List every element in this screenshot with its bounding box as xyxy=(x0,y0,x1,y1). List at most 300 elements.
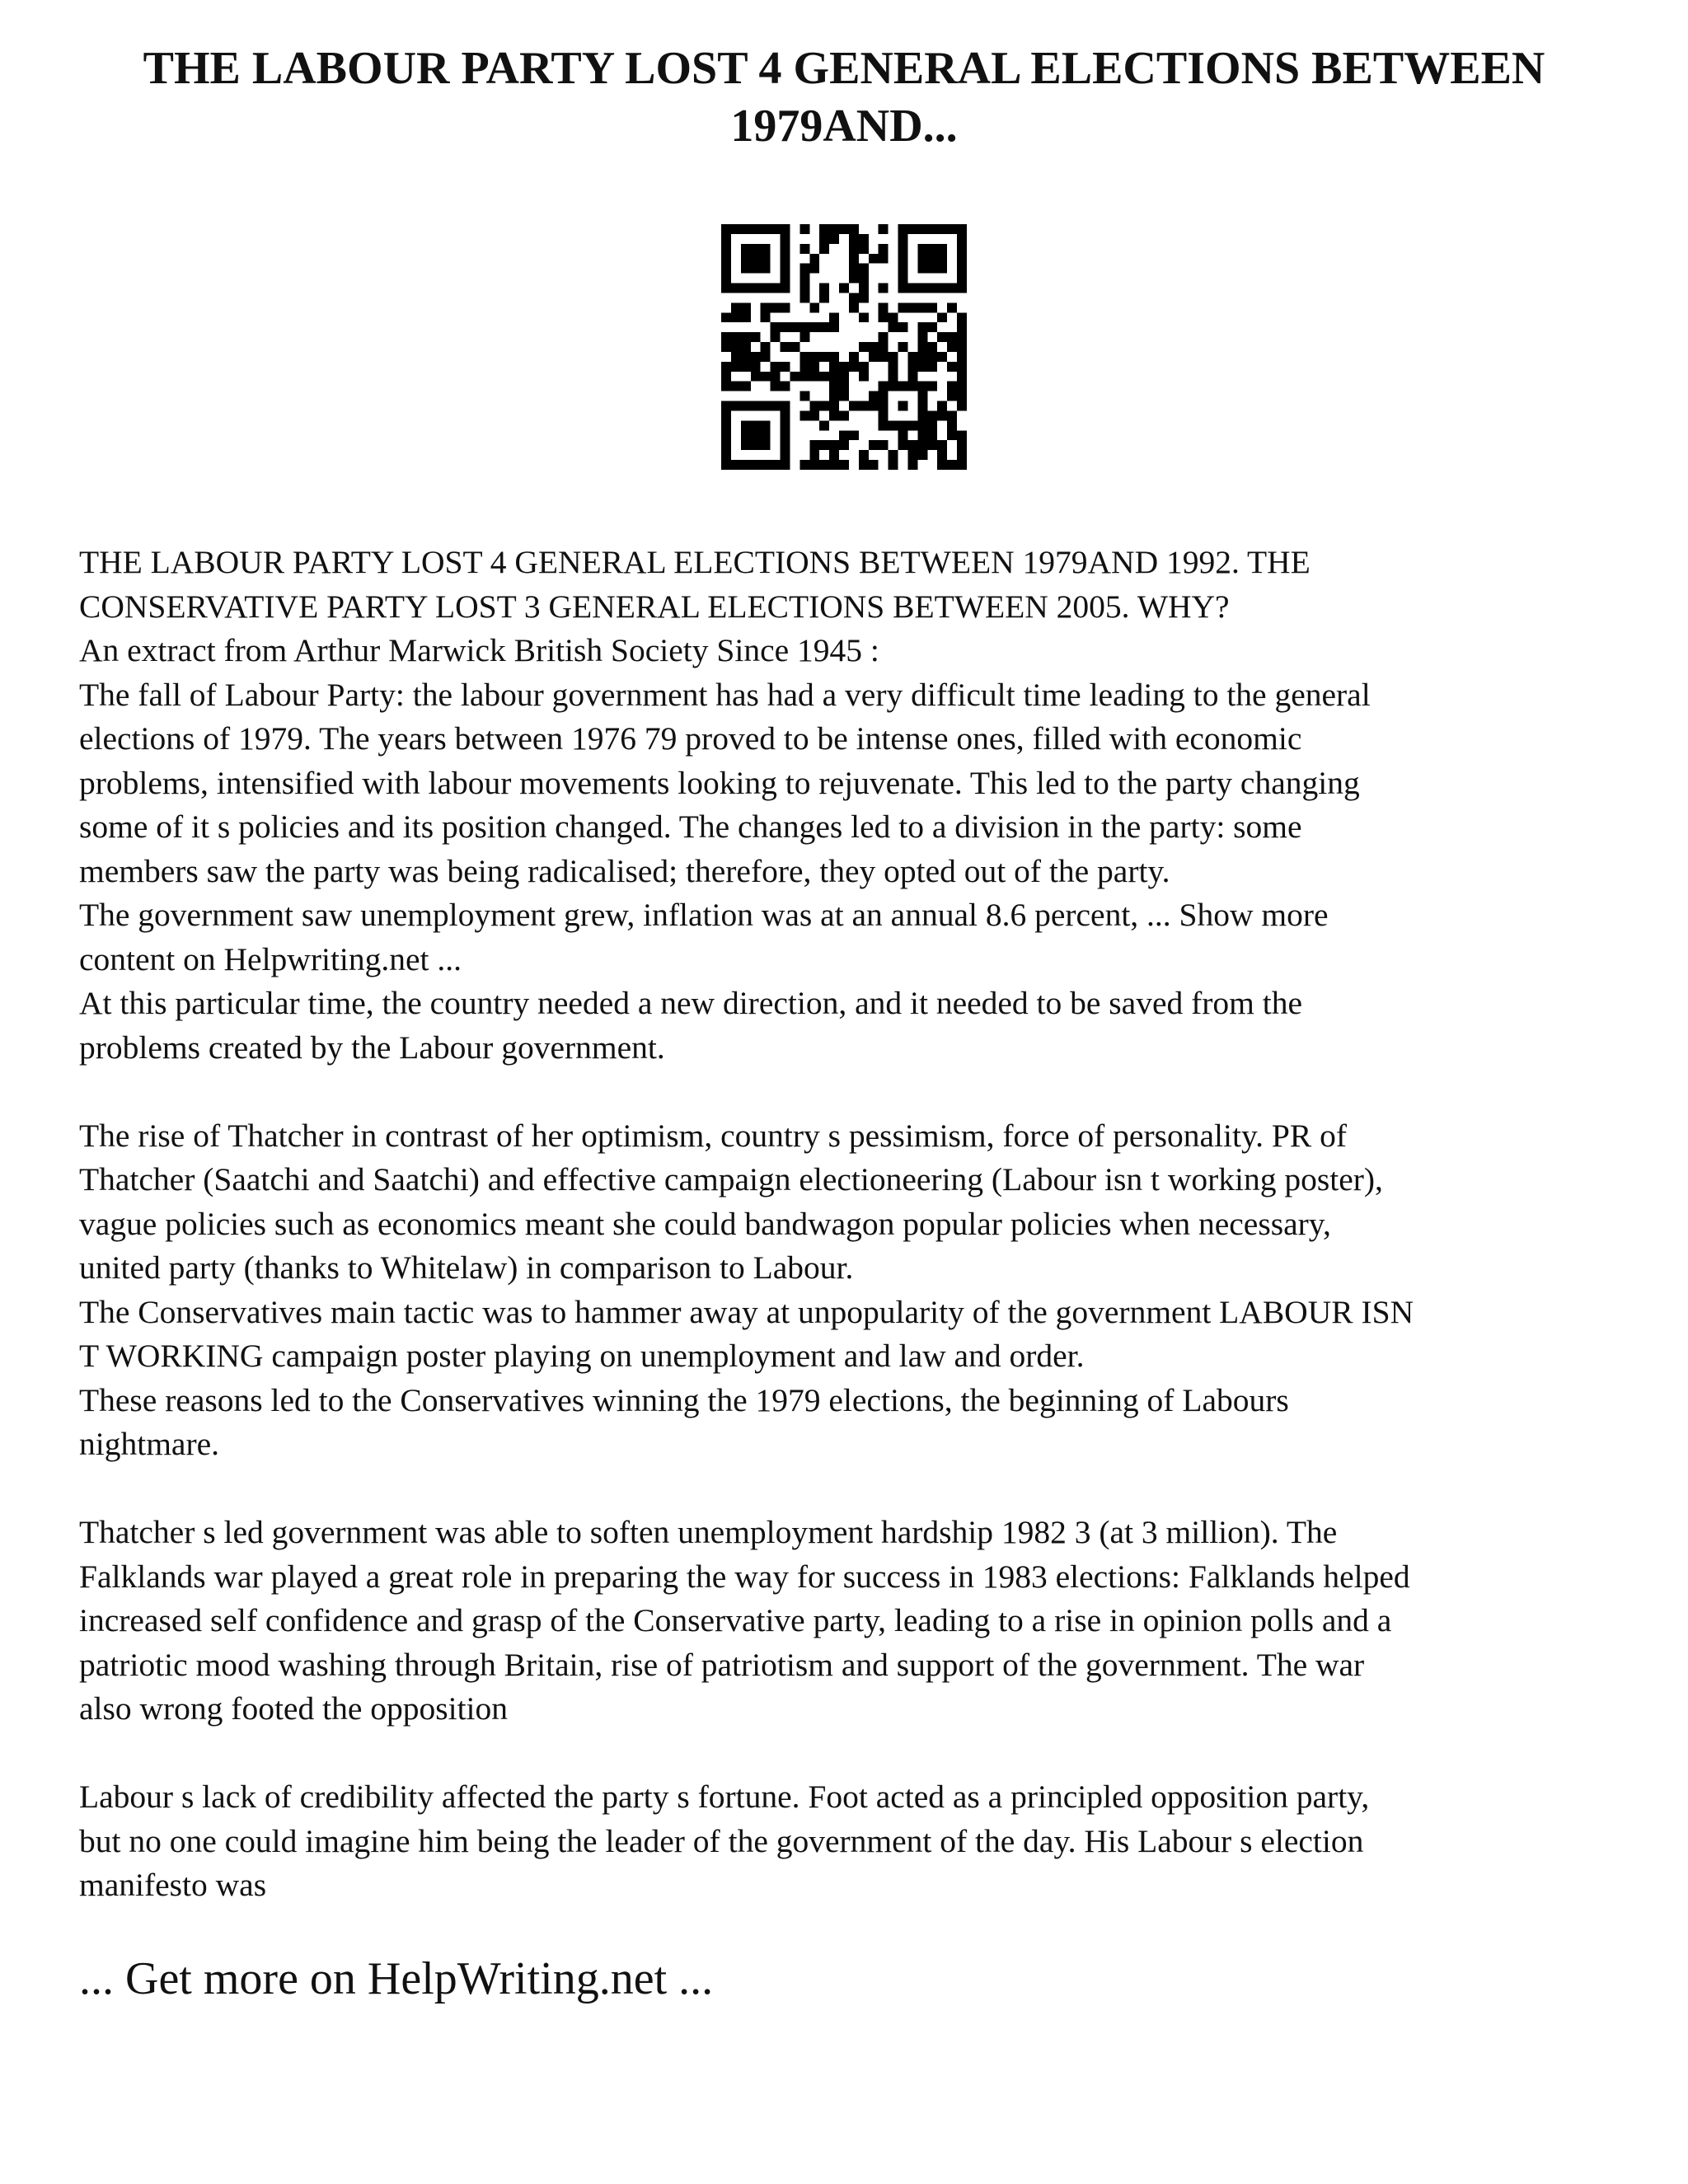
qr-module xyxy=(761,312,771,322)
qr-module xyxy=(781,450,790,460)
qr-module xyxy=(809,322,819,332)
qr-module xyxy=(957,234,967,244)
qr-module xyxy=(829,312,839,322)
qr-module xyxy=(819,284,829,293)
qr-module xyxy=(819,352,829,362)
qr-module xyxy=(889,352,898,362)
qr-module xyxy=(809,352,819,362)
qr-module xyxy=(741,332,751,342)
qr-module xyxy=(781,362,790,372)
qr-module xyxy=(859,264,869,274)
qr-module xyxy=(799,362,809,372)
qr-module xyxy=(761,372,771,382)
qr-module xyxy=(927,302,937,312)
qr-module xyxy=(799,460,809,470)
qr-module xyxy=(829,382,839,391)
qr-module xyxy=(781,460,790,470)
qr-code-icon xyxy=(721,224,967,470)
qr-module xyxy=(751,440,761,450)
qr-module xyxy=(781,254,790,264)
qr-module xyxy=(937,440,947,450)
qr-module xyxy=(859,342,869,352)
qr-module xyxy=(917,401,927,411)
qr-module xyxy=(927,244,937,254)
qr-module xyxy=(898,302,908,312)
qr-module xyxy=(849,352,859,362)
qr-module xyxy=(957,430,967,440)
qr-module xyxy=(781,430,790,440)
qr-module xyxy=(947,284,957,293)
qr-module xyxy=(879,410,889,420)
qr-module xyxy=(761,254,771,264)
qr-module xyxy=(790,342,799,352)
qr-module xyxy=(898,342,908,352)
text-line: The fall of Labour Party: the labour government has had a very difficult time leading to the general xyxy=(79,676,1371,713)
title-line: THE LABOUR PARTY LOST 4 GENERAL ELECTIONS BETWEEN xyxy=(143,43,1545,94)
qr-module xyxy=(859,401,869,411)
qr-module xyxy=(741,342,751,352)
qr-module xyxy=(781,274,790,284)
qr-module xyxy=(937,254,947,264)
qr-module xyxy=(879,391,889,401)
text-line: vague policies such as economics meant she could bandwagon popular policies when necessary, xyxy=(79,1205,1331,1242)
qr-module xyxy=(957,332,967,342)
qr-module xyxy=(917,244,927,254)
qr-module xyxy=(927,284,937,293)
qr-module xyxy=(799,224,809,234)
qr-module xyxy=(957,284,967,293)
qr-module xyxy=(879,401,889,411)
qr-module xyxy=(721,460,731,470)
qr-module xyxy=(771,284,781,293)
qr-module xyxy=(731,362,741,372)
qr-module xyxy=(799,372,809,382)
qr-module xyxy=(819,234,829,244)
qr-module xyxy=(819,224,829,234)
qr-module xyxy=(809,372,819,382)
qr-module xyxy=(869,460,879,470)
qr-module xyxy=(751,244,761,254)
qr-module xyxy=(927,362,937,372)
qr-module xyxy=(898,244,908,254)
qr-module xyxy=(819,322,829,332)
qr-module xyxy=(859,284,869,293)
qr-module xyxy=(937,410,947,420)
qr-module xyxy=(741,244,751,254)
text-line: The rise of Thatcher in contrast of her optimism, country s pessimism, force of personality. PR of xyxy=(79,1117,1347,1154)
qr-module xyxy=(907,302,917,312)
qr-module xyxy=(907,460,917,470)
qr-module xyxy=(721,264,731,274)
paragraph xyxy=(79,1511,1629,1732)
qr-module xyxy=(771,401,781,411)
qr-module xyxy=(809,254,819,264)
qr-module xyxy=(859,450,869,460)
qr-module xyxy=(839,430,849,440)
qr-module xyxy=(907,440,917,450)
qr-module xyxy=(751,372,761,382)
qr-module xyxy=(809,362,819,372)
qr-module xyxy=(898,430,908,440)
qr-module xyxy=(741,302,751,312)
qr-module xyxy=(799,352,809,362)
text-line: THE LABOUR PARTY LOST 4 GENERAL ELECTIONS BETWEEN 1979AND 1992. THE xyxy=(79,544,1311,580)
qr-module xyxy=(741,224,751,234)
qr-module xyxy=(957,382,967,391)
qr-module xyxy=(927,322,937,332)
qr-module xyxy=(839,460,849,470)
qr-module xyxy=(849,430,859,440)
qr-module xyxy=(957,391,967,401)
qr-module xyxy=(889,450,898,460)
qr-module xyxy=(741,460,751,470)
qr-module xyxy=(869,352,879,362)
qr-module xyxy=(957,254,967,264)
qr-module xyxy=(947,342,957,352)
qr-module xyxy=(917,264,927,274)
qr-module xyxy=(917,440,927,450)
qr-module xyxy=(917,342,927,352)
page-title xyxy=(66,40,1622,155)
qr-module xyxy=(809,264,819,274)
qr-module xyxy=(751,420,761,430)
qr-module xyxy=(937,332,947,342)
qr-module xyxy=(898,440,908,450)
qr-module xyxy=(809,302,819,312)
qr-module xyxy=(957,440,967,450)
qr-module xyxy=(809,401,819,411)
qr-module xyxy=(721,254,731,264)
get-more-link[interactable]: ... Get more on HelpWriting.net ... xyxy=(79,1953,714,2004)
qr-module xyxy=(907,450,917,460)
qr-module xyxy=(898,420,908,430)
qr-module xyxy=(917,382,927,391)
qr-module xyxy=(761,420,771,430)
qr-module xyxy=(927,342,937,352)
qr-module xyxy=(917,362,927,372)
qr-module xyxy=(879,302,889,312)
qr-module xyxy=(957,401,967,411)
qr-module xyxy=(889,372,898,382)
qr-module xyxy=(937,284,947,293)
qr-module xyxy=(839,391,849,401)
qr-module xyxy=(869,401,879,411)
qr-module xyxy=(761,430,771,440)
qr-module xyxy=(809,460,819,470)
qr-module xyxy=(879,254,889,264)
qr-module xyxy=(761,440,771,450)
qr-module xyxy=(927,224,937,234)
qr-module xyxy=(839,440,849,450)
qr-module xyxy=(721,430,731,440)
qr-module xyxy=(839,410,849,420)
qr-module xyxy=(849,293,859,302)
qr-module xyxy=(781,284,790,293)
text-line: Falklands war played a great role in preparing the way for success in 1983 elections: Falklands helped xyxy=(79,1558,1410,1595)
qr-module xyxy=(957,274,967,284)
qr-module xyxy=(799,410,809,420)
qr-module xyxy=(721,224,731,234)
qr-module xyxy=(751,460,761,470)
qr-module xyxy=(937,352,947,362)
qr-module xyxy=(819,244,829,254)
qr-module xyxy=(829,450,839,460)
qr-module xyxy=(907,372,917,382)
qr-module xyxy=(819,420,829,430)
qr-module xyxy=(721,284,731,293)
qr-module xyxy=(721,244,731,254)
qr-module xyxy=(849,244,859,254)
qr-module xyxy=(907,224,917,234)
qr-module xyxy=(859,362,869,372)
qr-module xyxy=(731,401,741,411)
qr-module xyxy=(819,372,829,382)
qr-module xyxy=(927,382,937,391)
qr-module xyxy=(809,450,819,460)
qr-module xyxy=(781,382,790,391)
qr-module xyxy=(927,254,937,264)
qr-module xyxy=(859,372,869,382)
qr-module xyxy=(751,254,761,264)
qr-module xyxy=(781,440,790,450)
qr-module xyxy=(761,284,771,293)
qr-module xyxy=(799,391,809,401)
qr-module xyxy=(859,293,869,302)
qr-module xyxy=(957,460,967,470)
qr-module xyxy=(799,274,809,284)
qr-module xyxy=(947,391,957,401)
text-line: problems created by the Labour government. xyxy=(79,1029,665,1066)
qr-module xyxy=(731,382,741,391)
qr-module xyxy=(869,440,879,450)
qr-module xyxy=(917,352,927,362)
qr-module xyxy=(957,352,967,362)
qr-module xyxy=(907,420,917,430)
qr-module xyxy=(937,460,947,470)
qr-module xyxy=(721,362,731,372)
title-line: 1979AND... xyxy=(730,101,958,152)
qr-module xyxy=(829,362,839,372)
qr-module xyxy=(957,244,967,254)
text-line: content on Helpwriting.net ... xyxy=(79,940,462,977)
qr-module xyxy=(809,440,819,450)
qr-module xyxy=(889,362,898,372)
qr-module xyxy=(839,382,849,391)
qr-module xyxy=(957,342,967,352)
qr-module xyxy=(799,244,809,254)
qr-module xyxy=(879,312,889,322)
qr-module xyxy=(839,362,849,372)
qr-module xyxy=(731,312,741,322)
qr-module xyxy=(731,352,741,362)
qr-module xyxy=(917,450,927,460)
qr-module xyxy=(917,254,927,264)
qr-module xyxy=(947,420,957,430)
qr-module xyxy=(927,430,937,440)
qr-module xyxy=(907,284,917,293)
qr-module xyxy=(937,244,947,254)
qr-module xyxy=(889,420,898,430)
qr-module xyxy=(898,234,908,244)
qr-module xyxy=(957,362,967,372)
qr-module xyxy=(957,322,967,332)
qr-module xyxy=(849,254,859,264)
qr-module xyxy=(937,224,947,234)
qr-module xyxy=(957,264,967,274)
qr-module xyxy=(761,352,771,362)
qr-module xyxy=(721,450,731,460)
qr-module xyxy=(829,440,839,450)
qr-module xyxy=(937,312,947,322)
qr-module xyxy=(839,224,849,234)
qr-module xyxy=(829,224,839,234)
qr-module xyxy=(879,382,889,391)
qr-module xyxy=(937,264,947,274)
qr-module xyxy=(741,420,751,430)
qr-module xyxy=(947,410,957,420)
qr-module xyxy=(771,362,781,372)
qr-module xyxy=(731,224,741,234)
qr-module xyxy=(819,460,829,470)
text-line: At this particular time, the country needed a new direction, and it needed to be saved from the xyxy=(79,985,1303,1021)
paragraph xyxy=(79,1114,1629,1467)
text-line: CONSERVATIVE PARTY LOST 3 GENERAL ELECTIONS BETWEEN 2005. WHY? xyxy=(79,588,1230,625)
qr-module xyxy=(898,382,908,391)
text-line: Labour s lack of credibility affected the party s fortune. Foot acted as a principled opposition party, xyxy=(79,1779,1370,1815)
qr-module xyxy=(741,284,751,293)
qr-module xyxy=(819,440,829,450)
qr-module xyxy=(889,460,898,470)
qr-module xyxy=(889,322,898,332)
qr-module xyxy=(731,460,741,470)
qr-module xyxy=(741,401,751,411)
qr-module xyxy=(781,322,790,332)
qr-module xyxy=(731,302,741,312)
qr-module xyxy=(771,302,781,312)
qr-module xyxy=(849,302,859,312)
qr-module xyxy=(947,430,957,440)
qr-module xyxy=(927,420,937,430)
text-line: manifesto was xyxy=(79,1867,267,1903)
qr-module xyxy=(741,264,751,274)
qr-module xyxy=(859,460,869,470)
qr-module xyxy=(849,362,859,372)
text-line: The Conservatives main tactic was to hammer away at unpopularity of the government LABOUR ISN xyxy=(79,1293,1414,1330)
qr-module xyxy=(849,234,859,244)
qr-module xyxy=(761,460,771,470)
qr-module xyxy=(898,284,908,293)
qr-module xyxy=(799,332,809,342)
qr-module xyxy=(829,234,839,244)
qr-module xyxy=(790,372,799,382)
qr-module xyxy=(799,264,809,274)
qr-module xyxy=(859,244,869,254)
qr-module xyxy=(761,302,771,312)
text-line: problems, intensified with labour movements looking to rejuvenate. This led to the party changing xyxy=(79,764,1360,801)
paragraph-gap xyxy=(79,1732,1629,1776)
text-line: Thatcher (Saatchi and Saatchi) and effective campaign electioneering (Labour isn t working poster), xyxy=(79,1161,1383,1197)
qr-module xyxy=(947,362,957,372)
qr-module xyxy=(721,332,731,342)
text-line: united party (thanks to Whitelaw) in comparison to Labour. xyxy=(79,1249,854,1286)
qr-module xyxy=(849,224,859,234)
qr-module xyxy=(751,430,761,440)
qr-module xyxy=(799,284,809,293)
qr-module xyxy=(859,312,869,322)
qr-module xyxy=(741,312,751,322)
qr-module xyxy=(879,224,889,234)
qr-module xyxy=(957,312,967,322)
qr-module xyxy=(829,391,839,401)
paragraph xyxy=(79,1775,1629,1908)
text-line: The government saw unemployment grew, inflation was at an annual 8.6 percent, ... Show more xyxy=(79,897,1329,933)
qr-module xyxy=(869,391,879,401)
qr-module xyxy=(927,410,937,420)
qr-module xyxy=(927,352,937,362)
qr-module xyxy=(957,450,967,460)
qr-module xyxy=(907,352,917,362)
qr-module xyxy=(721,382,731,391)
qr-module xyxy=(799,322,809,332)
qr-module xyxy=(781,302,790,312)
article-body xyxy=(79,541,1629,1908)
qr-module xyxy=(917,322,927,332)
qr-module xyxy=(761,244,771,254)
qr-module xyxy=(947,332,957,342)
qr-module xyxy=(829,460,839,470)
qr-module xyxy=(751,332,761,342)
text-line: but no one could imagine him being the leader of the government of the day. His Labour s election xyxy=(79,1822,1364,1859)
qr-module xyxy=(879,440,889,450)
text-line: members saw the party was being radicalised; therefore, they opted out of the party. xyxy=(79,852,1170,889)
qr-module xyxy=(898,322,908,332)
qr-module xyxy=(917,332,927,342)
qr-module xyxy=(829,410,839,420)
qr-module xyxy=(761,401,771,411)
qr-module xyxy=(937,450,947,460)
qr-module xyxy=(947,460,957,470)
qr-module xyxy=(781,342,790,352)
qr-module xyxy=(721,372,731,382)
qr-module xyxy=(907,362,917,372)
qr-module xyxy=(917,391,927,401)
qr-module xyxy=(781,410,790,420)
qr-module xyxy=(761,264,771,274)
qr-module xyxy=(947,302,957,312)
qr-module xyxy=(829,352,839,362)
qr-module xyxy=(849,401,859,411)
qr-module xyxy=(741,352,751,362)
qr-module xyxy=(907,382,917,391)
qr-module xyxy=(721,401,731,411)
qr-module xyxy=(917,420,927,430)
text-line: An extract from Arthur Marwick British Society Since 1945 : xyxy=(79,632,879,668)
qr-module xyxy=(957,224,967,234)
qr-module xyxy=(898,264,908,274)
paragraph-gap xyxy=(79,1070,1629,1114)
qr-module xyxy=(917,302,927,312)
qr-module xyxy=(917,224,927,234)
text-line: elections of 1979. The years between 1976 79 proved to be intense ones, filled with economic xyxy=(79,720,1302,757)
qr-module xyxy=(781,224,790,234)
paragraph-gap xyxy=(79,1467,1629,1511)
qr-module xyxy=(751,224,761,234)
qr-module xyxy=(790,322,799,332)
qr-module xyxy=(917,284,927,293)
qr-module xyxy=(771,372,781,382)
text-line: Thatcher s led government was able to soften unemployment hardship 1982 3 (at 3 million). The xyxy=(79,1514,1338,1550)
qr-module xyxy=(879,352,889,362)
